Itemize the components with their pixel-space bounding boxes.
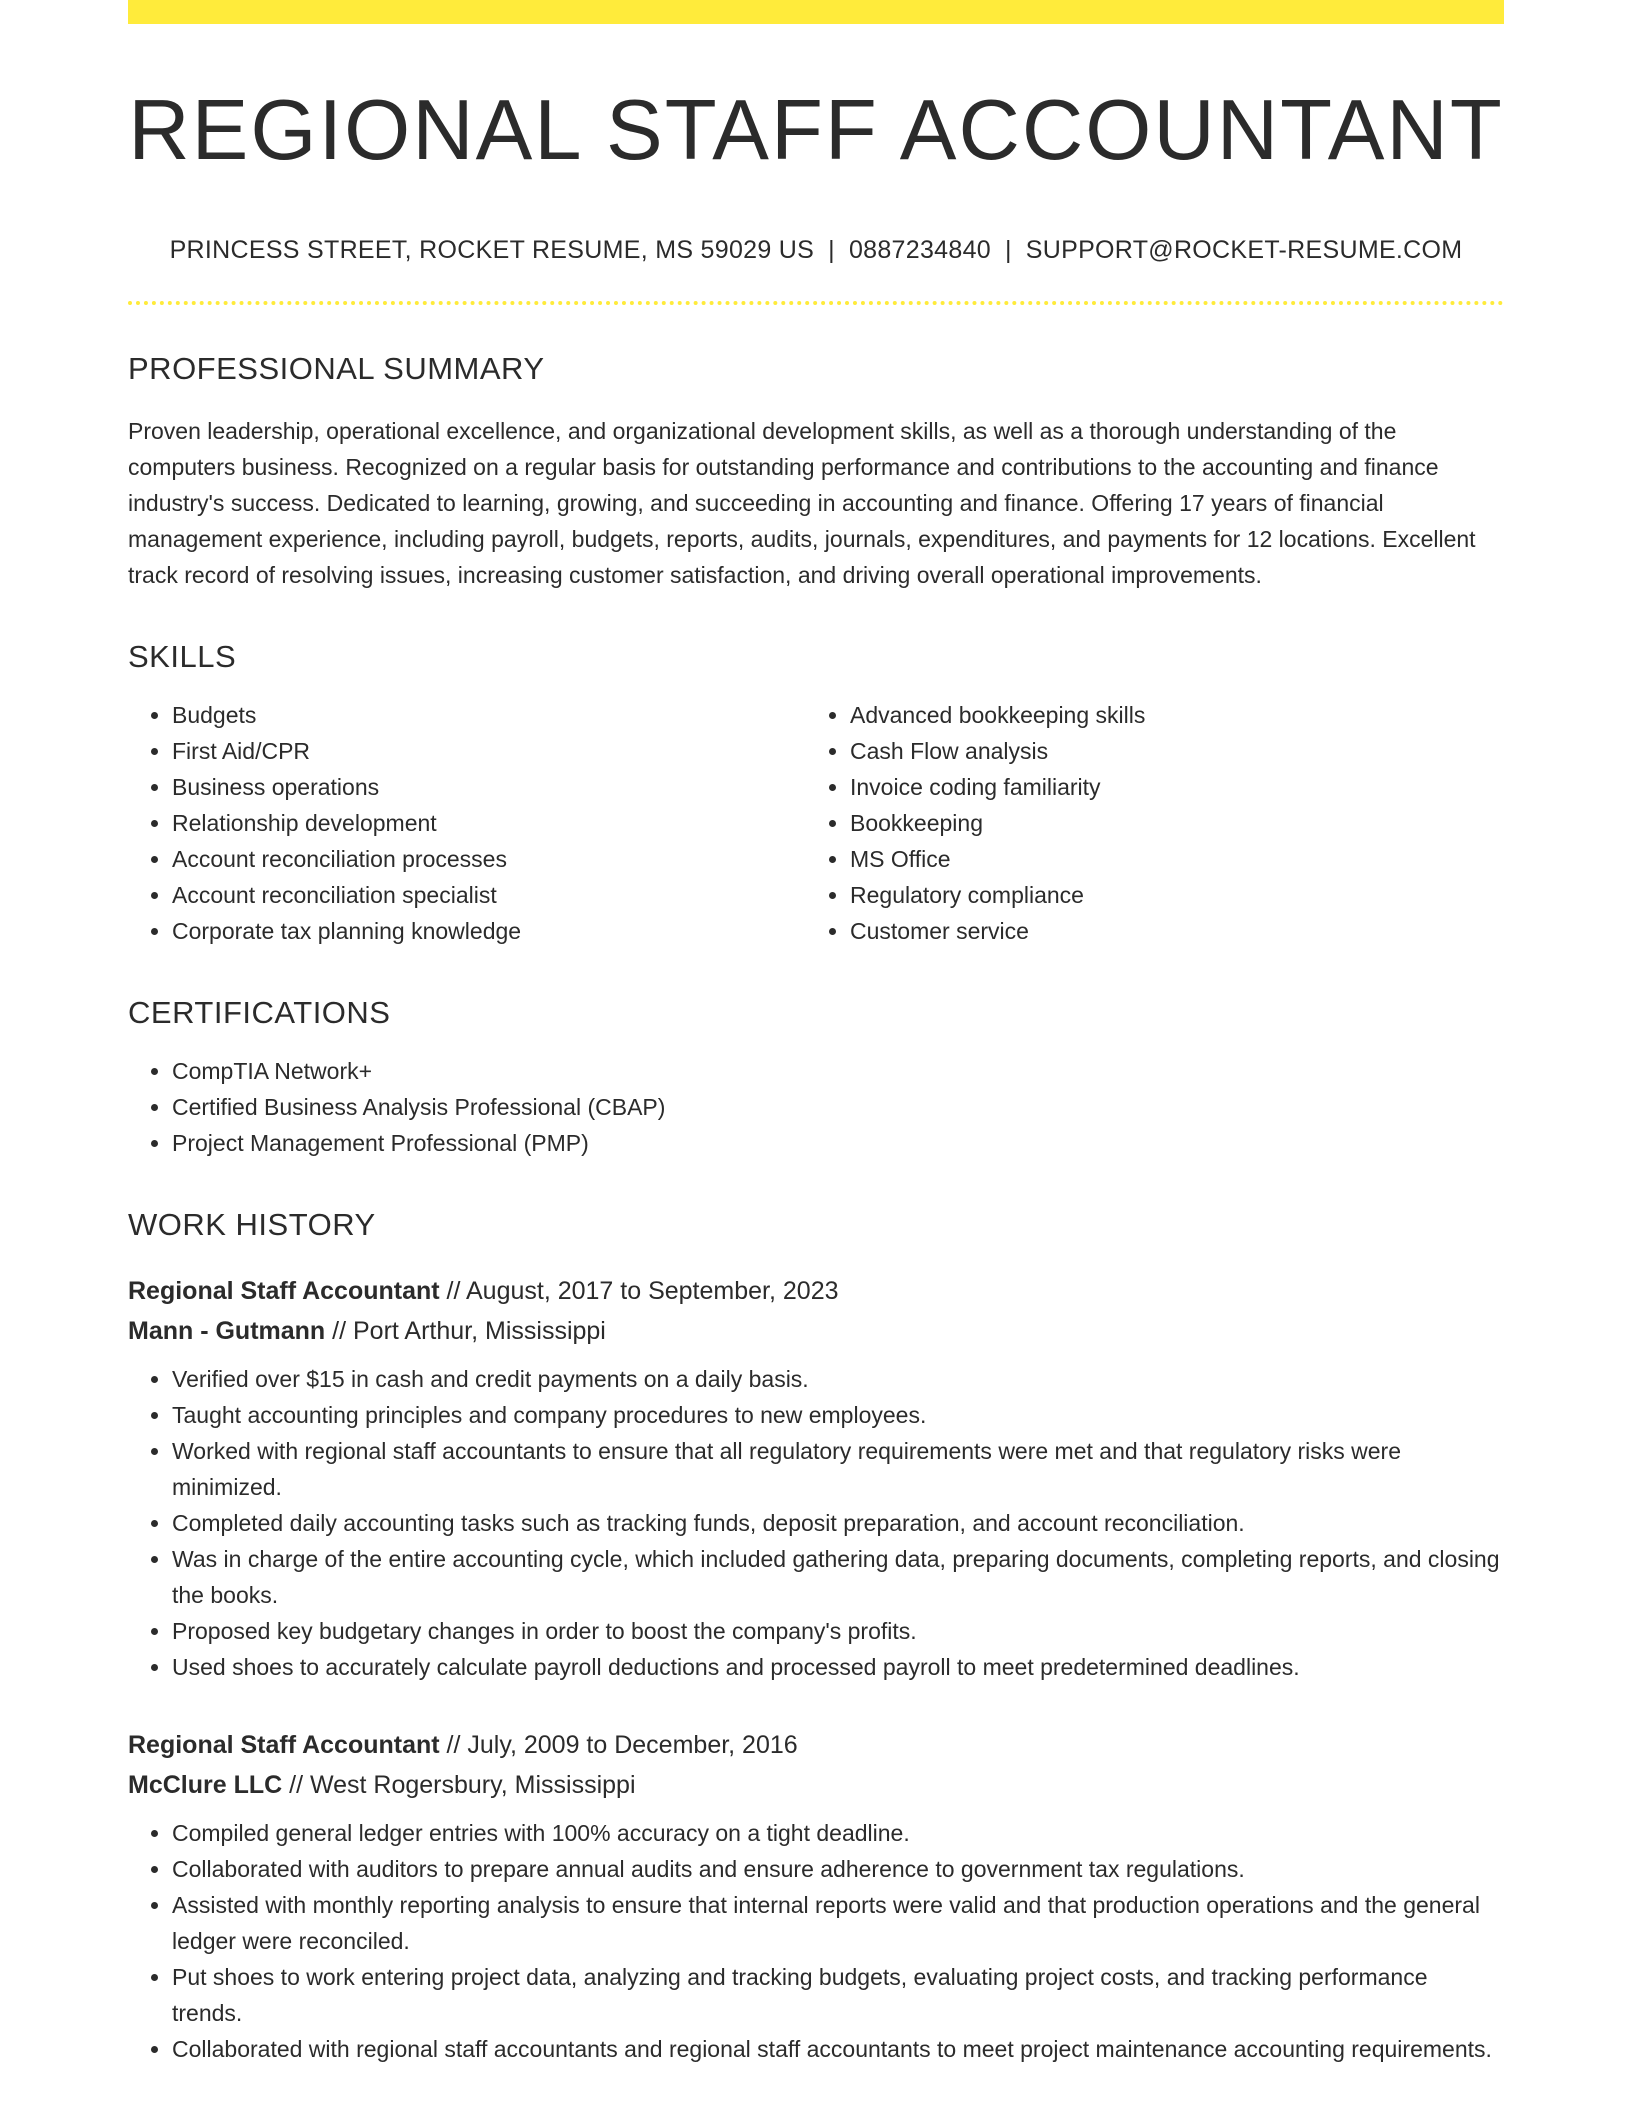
email-text: SUPPORT@ROCKET-RESUME.COM [1025, 235, 1463, 264]
job-company: McClure LLC [128, 1770, 283, 1799]
job-header [128, 1725, 1504, 1805]
job-bullet: • Proposed key budgetary changes in order to boost the company's profits. [172, 1613, 1504, 1649]
job-title: Regional Staff Accountant [128, 1730, 440, 1759]
skill-item: • Advanced bookkeeping skills [850, 697, 1504, 733]
resume-title: REGIONAL STAFF ACCOUNTANT [128, 83, 1504, 178]
job-bullet: • Used shoes to accurately calculate payroll deductions and processed payroll to meet predetermined deadlines. [172, 1649, 1504, 1685]
job-bullet: • Compiled general ledger entries with 100% accuracy on a tight deadline. [172, 1815, 1504, 1851]
skill-item: • Business operations [172, 769, 806, 805]
skills-list-right [806, 697, 1504, 949]
skill-item: • Regulatory compliance [850, 877, 1504, 913]
address-text: PRINCESS STREET, ROCKET RESUME, MS 59029 US [169, 235, 815, 264]
job-bullet: • Verified over $15 in cash and credit payments on a daily basis. [172, 1361, 1504, 1397]
certifications-list [128, 1053, 1504, 1161]
accent-top-bar [128, 0, 1504, 24]
resume-page [128, 0, 1504, 2067]
job-company: Mann - Gutmann [128, 1316, 326, 1345]
job-entry [128, 1725, 1504, 2067]
job-company-line [128, 1765, 1504, 1805]
skill-item: • Corporate tax planning knowledge [172, 913, 806, 949]
contact-line [128, 236, 1504, 265]
job-bullet: • Collaborated with regional staff accountants and regional staff accountants to meet project maintenance accounting requirements. [172, 2031, 1504, 2067]
skills-list-left [128, 697, 806, 949]
job-dates: // August, 2017 to September, 2023 [439, 1276, 839, 1305]
job-bullet: • Taught accounting principles and company procedures to new employees. [172, 1397, 1504, 1433]
job-title-line [128, 1725, 1504, 1765]
job-company-line [128, 1311, 1504, 1351]
job-bullet: • Put shoes to work entering project data, analyzing and tracking budgets, evaluating project costs, and tracking performance trends. [172, 1959, 1504, 2031]
job-entry [128, 1271, 1504, 1685]
job-location: // West Rogersbury, Mississippi [282, 1770, 636, 1799]
summary-text: Proven leadership, operational excellence, and organizational development skills, as well as a thorough understanding of the computers business. Recognized on a regular basis for outstanding performance and contributions to the accounting and finance industry's success. Dedicated to learning, growing, and succeeding in accounting and finance. Offering 17 years of financial management experience, including payroll, budgets, reports, audits, journals, expenditures, and payments for 12 locations. Excellent track record of resolving issues, increasing customer satisfaction, and driving overall operational improvements. [128, 417, 1476, 588]
job-bullet: • Completed daily accounting tasks such as tracking funds, deposit preparation, and account reconciliation. [172, 1505, 1504, 1541]
job-bullet: • Worked with regional staff accountants to ensure that all regulatory requirements were met and that regulatory risks were minimized. [172, 1433, 1504, 1505]
job-dates: // July, 2009 to December, 2016 [439, 1730, 798, 1759]
work-history-heading: WORK HISTORY [128, 1206, 376, 1242]
job-bullets [128, 1815, 1504, 2067]
skill-item: • Account reconciliation processes [172, 841, 806, 877]
job-title-line [128, 1271, 1504, 1311]
skill-item: • Budgets [172, 697, 806, 733]
job-header [128, 1271, 1504, 1351]
job-bullet: • Was in charge of the entire accounting cycle, which included gathering data, preparing documents, completing reports, and closing the books. [172, 1541, 1504, 1613]
certification-item: • CompTIA Network+ [172, 1053, 1504, 1089]
skill-item: • Bookkeeping [850, 805, 1504, 841]
skill-item: • First Aid/CPR [172, 733, 806, 769]
dotted-divider [128, 301, 1504, 305]
job-title: Regional Staff Accountant [128, 1276, 440, 1305]
contact-separator: | [1004, 235, 1012, 264]
skill-item: • Invoice coding familiarity [850, 769, 1504, 805]
job-location: // Port Arthur, Mississippi [325, 1316, 606, 1345]
skills-columns [128, 697, 1504, 949]
job-bullets [128, 1361, 1504, 1685]
certification-item: • Certified Business Analysis Professional (CBAP) [172, 1089, 1504, 1125]
contact-separator: | [828, 235, 835, 264]
job-bullet: • Collaborated with auditors to prepare annual audits and ensure adherence to government tax regulations. [172, 1851, 1504, 1887]
skill-item: • Relationship development [172, 805, 806, 841]
summary-heading: PROFESSIONAL SUMMARY [128, 350, 545, 386]
job-bullet: • Assisted with monthly reporting analysis to ensure that internal reports were valid and that production operations and the general ledger were reconciled. [172, 1887, 1504, 1959]
skill-item: • MS Office [850, 841, 1504, 877]
phone-text: 0887234840 [848, 235, 991, 264]
certification-item: • Project Management Professional (PMP) [172, 1125, 1504, 1161]
skill-item: • Customer service [850, 913, 1504, 949]
skill-item: • Cash Flow analysis [850, 733, 1504, 769]
skills-heading: SKILLS [128, 638, 237, 674]
certifications-heading: CERTIFICATIONS [128, 994, 391, 1030]
skill-item: • Account reconciliation specialist [172, 877, 806, 913]
